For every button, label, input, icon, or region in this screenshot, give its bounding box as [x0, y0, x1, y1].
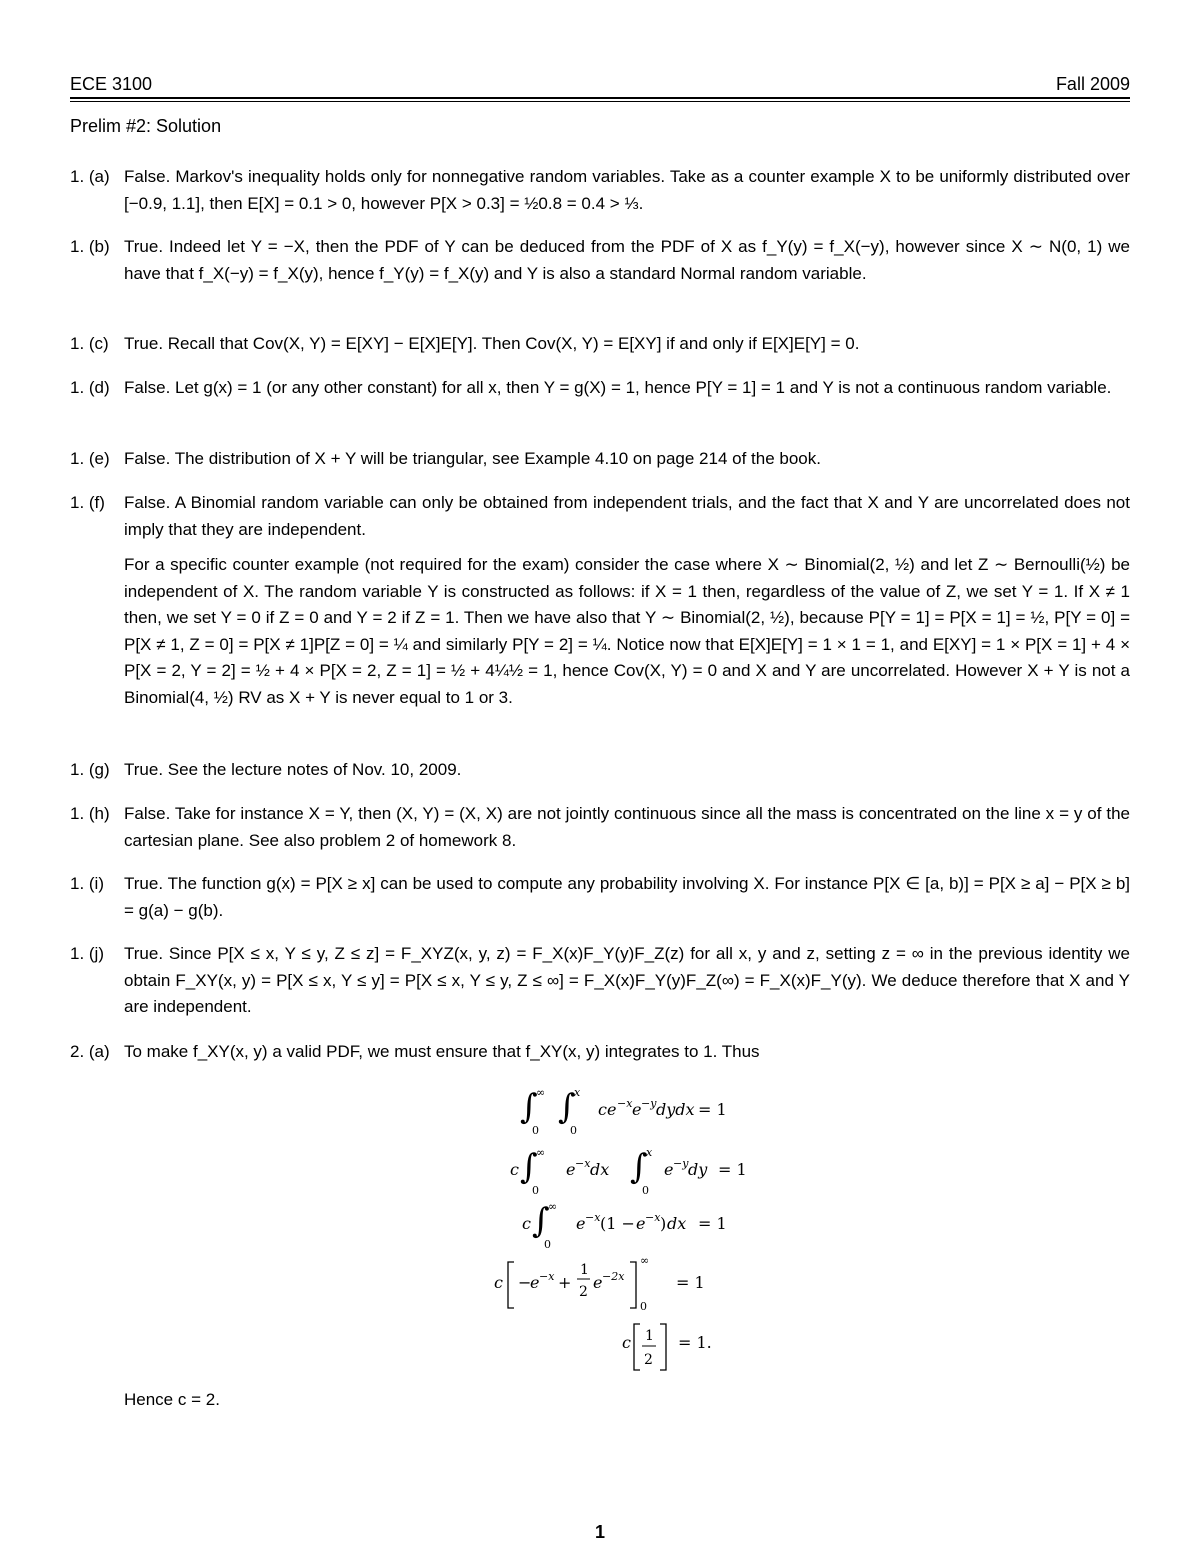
- equation-line-1: [520, 1086, 727, 1137]
- header-rule-thin: [70, 101, 1130, 102]
- problem-2a: [70, 1039, 1130, 1066]
- problem-1f-counterexample: For a specific counter example (not required for the exam) consider the case where X ∼ Binomial(2, ½) and let Z ∼ Bernoulli(½) be independent of X. The random variable Y is constructed as follows: if X = 1 then, regardless of the value of Z, we set Y = 1. If X ≠ 1 then, we set Y = 0 if Z = 0 and Y = 2 if Z = 1. Then we have also that Y ∼ Binomial(2, ½), because P[Y = 1] = P[X = 1] = ½, P[Y = 0] = P[X ≠ 1, Z = 0] = P[X ≠ 1]P[Z = 0] = ¼ and similarly P[Y = 2] = ¼. Notice now that E[X]E[Y] = 1 × 1 = 1, and E[XY] = 1 × P[X = 1] + 4 × P[X = 2, Y = 2] = ½ + 4 × P[X = 2, Z = 1] = ½ + 4¼½ = 1, hence Cov(X, Y) = 0 and X and Y are uncorrelated. However X + Y is not a Binomial(4, ½) RV as X + Y is never equal to 1 or 3.: [124, 555, 1130, 707]
- svg-text:−x: −x: [617, 1097, 633, 1110]
- item-text: False. A Binomial random variable can only be obtained from independent trials, and the fact that X and Y are uncorrelated does not imply that they are independent.: [124, 493, 1130, 539]
- page-header: [70, 74, 1130, 96]
- svg-text:−y: −y: [673, 1157, 689, 1170]
- problem-1g: [70, 757, 1130, 784]
- svg-text:−x: −x: [645, 1211, 661, 1224]
- svg-text:−x: −x: [575, 1157, 591, 1170]
- problem-1a: [70, 164, 1130, 217]
- item-label: 1. (e): [70, 449, 110, 468]
- item-text: False. Markov's inequality holds only for nonnegative random variables. Take as a counter example X to be uniformly distributed over [−0.9, 1.1], then E[X] = 0.1 > 0, however P[X > 0.3] = ½0.8 = 0.4 > ⅓.: [124, 167, 1130, 213]
- equation-line-4: [494, 1254, 705, 1313]
- svg-text:c: c: [622, 1333, 631, 1352]
- item-label: 1. (c): [70, 334, 109, 353]
- svg-text:e: e: [664, 1160, 674, 1179]
- item-label: 1. (g): [70, 760, 110, 779]
- svg-text:dy: dy: [688, 1160, 708, 1179]
- svg-text:x: x: [646, 1146, 653, 1159]
- svg-text:e: e: [593, 1273, 603, 1292]
- svg-text:∫: ∫: [558, 1087, 576, 1127]
- problem-1c: [70, 331, 1130, 358]
- svg-text:c: c: [510, 1160, 519, 1179]
- problem-1f: [70, 490, 1130, 543]
- svg-text:= 1: = 1: [676, 1273, 705, 1292]
- svg-text:−2x: −2x: [602, 1270, 625, 1283]
- item-label: 1. (b): [70, 237, 110, 256]
- problem-1d: [70, 375, 1130, 402]
- svg-text:0: 0: [640, 1300, 647, 1313]
- item-label: 1. (f): [70, 493, 105, 512]
- svg-text:e: e: [632, 1100, 642, 1119]
- item-text: False. The distribution of X + Y will be triangular, see Example 4.10 on page 214 of the book.: [124, 449, 821, 468]
- problem-1i: [70, 871, 1130, 924]
- svg-text:ce: ce: [598, 1100, 617, 1119]
- course-code: ECE 3100: [70, 74, 153, 94]
- integral-derivation: [480, 1080, 780, 1380]
- item-label: 1. (d): [70, 378, 110, 397]
- svg-text:∫: ∫: [630, 1147, 648, 1187]
- svg-text:e: e: [636, 1214, 646, 1233]
- svg-text:−: −: [518, 1273, 532, 1292]
- svg-text:1: 1: [645, 1328, 654, 1344]
- svg-text:2: 2: [579, 1284, 588, 1300]
- svg-text:e: e: [566, 1160, 576, 1179]
- svg-text:c: c: [522, 1214, 531, 1233]
- item-label: 1. (a): [70, 167, 110, 186]
- svg-text:∞: ∞: [640, 1254, 650, 1267]
- svg-text:x: x: [574, 1086, 581, 1099]
- svg-text:e: e: [530, 1273, 540, 1292]
- term: Fall 2009: [1055, 74, 1130, 94]
- item-text: True. The function g(x) = P[X ≥ x] can be used to compute any probability involving X. For instance P[X ∈ [a, b)] = P[X ≥ a] − P[X ≥ b] = g(a) − g(b).: [124, 874, 1130, 920]
- svg-text:−x: −x: [585, 1211, 601, 1224]
- item-label: 1. (j): [70, 944, 104, 963]
- problem-1j: [70, 941, 1130, 1021]
- svg-text:= 1: = 1: [698, 1214, 727, 1233]
- item-label: 2. (a): [70, 1042, 110, 1061]
- svg-text:0: 0: [532, 1124, 539, 1137]
- item-text: True. Recall that Cov(X, Y) = E[XY] − E[X]E[Y]. Then Cov(X, Y) = E[XY] if and only if E[X]E[Y] = 0.: [124, 334, 860, 353]
- svg-text:∞: ∞: [536, 1146, 546, 1159]
- svg-text:(1 −: (1 −: [600, 1214, 635, 1233]
- svg-text:dydx: dydx: [656, 1100, 695, 1119]
- svg-text:−y: −y: [641, 1097, 657, 1110]
- item-text: True. Indeed let Y = −X, then the PDF of Y can be deduced from the PDF of X as f_Y(y) = f_X(−y), however since X ∼ N(0, 1) we have that f_X(−y) = f_X(y), hence f_Y(y) = f_X(y) and Y is also a standard Normal random variable.: [124, 237, 1130, 283]
- conclusion: Hence c = 2.: [124, 1390, 220, 1409]
- item-label: 1. (i): [70, 874, 104, 893]
- svg-text:∫: ∫: [520, 1147, 538, 1187]
- problem-1h: [70, 801, 1130, 854]
- equation-line-3: [522, 1200, 727, 1251]
- header-rule-thick: [70, 97, 1130, 99]
- svg-text:∞: ∞: [536, 1086, 546, 1099]
- svg-text:): ): [660, 1214, 667, 1233]
- svg-text:∫: ∫: [532, 1201, 550, 1241]
- item-text: To make f_XY(x, y) a valid PDF, we must ensure that f_XY(x, y) integrates to 1. Thus: [124, 1042, 760, 1061]
- item-text: True. Since P[X ≤ x, Y ≤ y, Z ≤ z] = F_XYZ(x, y, z) = F_X(x)F_Y(y)F_Z(z) for all x, y and z, setting z = ∞ in the previous identity we obtain F_XY(x, y) = P[X ≤ x, Y ≤ y] = P[X ≤ x, Y ≤ y, Z ≤ ∞] = F_X(x)F_Y(y)F_Z(∞) = F_X(x)F_Y(y). We deduce therefore that X and Y are independent.: [124, 944, 1130, 1016]
- svg-text:= 1: = 1: [698, 1100, 727, 1119]
- svg-text:= 1.: = 1.: [678, 1333, 712, 1352]
- svg-text:∫: ∫: [520, 1087, 538, 1127]
- equation-line-2: [510, 1146, 747, 1197]
- document-title: Prelim #2: Solution: [70, 116, 222, 136]
- svg-text:= 1: = 1: [718, 1160, 747, 1179]
- page-number: 1: [594, 1522, 605, 1542]
- item-text: True. See the lecture notes of Nov. 10, 2009.: [124, 760, 462, 779]
- svg-text:0: 0: [532, 1184, 539, 1197]
- svg-text:e: e: [576, 1214, 586, 1233]
- equation-line-5: [622, 1324, 712, 1370]
- problem-1b: [70, 234, 1130, 287]
- item-text: False. Let g(x) = 1 (or any other constant) for all x, then Y = g(X) = 1, hence P[Y = 1] = 1 and Y is not a continuous random variable.: [124, 378, 1112, 397]
- svg-text:dx: dx: [667, 1214, 687, 1233]
- svg-text:1: 1: [580, 1262, 589, 1278]
- svg-text:0: 0: [544, 1238, 551, 1251]
- svg-text:2: 2: [644, 1352, 653, 1368]
- svg-text:+: +: [558, 1273, 572, 1292]
- svg-text:c: c: [494, 1273, 503, 1292]
- svg-text:−x: −x: [539, 1270, 555, 1283]
- item-text: False. Take for instance X = Y, then (X, Y) = (X, X) are not jointly continuous since all the mass is concentrated on the line x = y of the cartesian plane. See also problem 2 of homework 8.: [124, 804, 1130, 850]
- problem-1e: [70, 446, 1130, 473]
- item-label: 1. (h): [70, 804, 110, 823]
- svg-text:dx: dx: [590, 1160, 610, 1179]
- svg-text:0: 0: [642, 1184, 649, 1197]
- svg-text:0: 0: [570, 1124, 577, 1137]
- svg-text:∞: ∞: [548, 1200, 558, 1213]
